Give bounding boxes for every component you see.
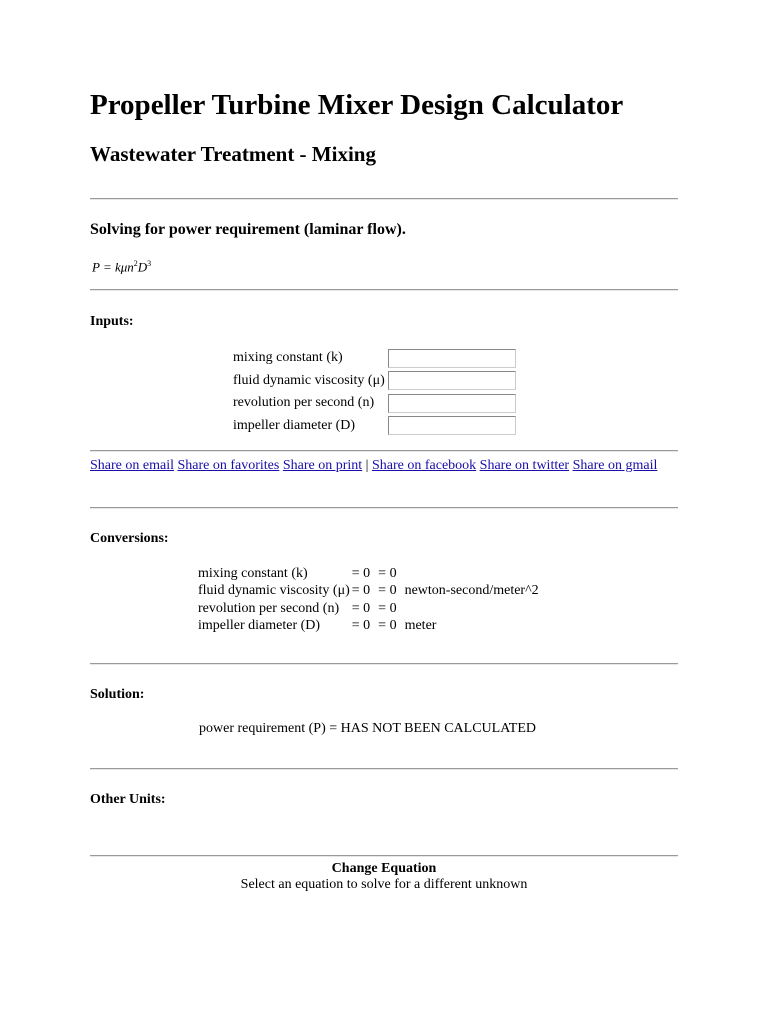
- input-row-diameter: [233, 415, 516, 438]
- formula-exponent-1: 2: [133, 259, 138, 268]
- conversion-label: impeller diameter (D): [198, 618, 321, 634]
- share-email-link[interactable]: Share on email: [90, 458, 174, 473]
- input-label: fluid dynamic viscosity (μ): [233, 372, 385, 388]
- conversions-heading: Conversions:: [90, 531, 169, 546]
- conversion-value: = 0: [378, 565, 397, 581]
- conversions-table: [198, 565, 539, 635]
- conversion-unit: meter: [404, 618, 437, 634]
- share-separator: |: [365, 458, 369, 473]
- share-print-link[interactable]: Share on print: [282, 458, 363, 473]
- conversion-row: [198, 618, 539, 636]
- share-facebook-link[interactable]: Share on facebook: [371, 458, 477, 473]
- conversion-row: [198, 600, 539, 618]
- formula-exponent-2: 3: [147, 259, 152, 268]
- other-units-heading: Other Units:: [90, 792, 166, 807]
- conversion-unit: newton-second/meter^2: [404, 583, 539, 599]
- formula-part-1: P = kμn: [92, 259, 134, 275]
- divider: [90, 450, 678, 452]
- change-equation-subtext: Select an equation to solve for a different unknown: [240, 877, 528, 892]
- viscosity-input[interactable]: [388, 371, 516, 390]
- input-label: mixing constant (k): [233, 350, 343, 366]
- page-title: Propeller Turbine Mixer Design Calculator: [90, 89, 624, 121]
- diameter-input[interactable]: [388, 416, 516, 435]
- share-gmail-link[interactable]: Share on gmail: [572, 458, 658, 473]
- conversion-row: [198, 565, 539, 583]
- conversion-unit: [405, 565, 539, 583]
- share-favorites-link[interactable]: Share on favorites: [177, 458, 280, 473]
- equation-formula: [92, 259, 151, 275]
- conversion-label: revolution per second (n): [198, 600, 340, 616]
- share-twitter-link[interactable]: Share on twitter: [479, 458, 570, 473]
- conversion-value: = 0: [378, 600, 397, 616]
- revolution-input[interactable]: [388, 394, 516, 413]
- change-equation-heading: Change Equation: [331, 861, 437, 876]
- conversion-value: = 0: [378, 618, 397, 634]
- divider: [90, 289, 678, 291]
- conversion-value: = 0: [351, 600, 371, 616]
- mixing-constant-input[interactable]: [388, 349, 516, 368]
- solution-result: power requirement (P) = HAS NOT BEEN CALCULATED: [199, 721, 536, 736]
- conversion-value: = 0: [351, 565, 371, 581]
- conversion-row: [198, 583, 539, 601]
- conversion-value: = 0: [351, 618, 371, 634]
- inputs-table: [233, 347, 516, 437]
- input-row-revolution: [233, 392, 516, 415]
- divider: [90, 198, 678, 200]
- page-subtitle: Wastewater Treatment - Mixing: [90, 142, 376, 166]
- divider: [90, 663, 678, 665]
- solution-heading: Solution:: [90, 687, 145, 702]
- conversion-label: mixing constant (k): [198, 565, 308, 581]
- conversion-unit: [405, 600, 539, 618]
- inputs-heading: Inputs:: [90, 314, 134, 329]
- input-label: revolution per second (n): [233, 395, 375, 411]
- divider: [90, 507, 678, 509]
- formula-part-2: D: [137, 259, 148, 275]
- share-links: [90, 457, 678, 475]
- input-label: impeller diameter (D): [233, 417, 356, 433]
- input-row-mixing-constant: [233, 347, 516, 370]
- conversion-label: fluid dynamic viscosity (μ): [198, 583, 350, 599]
- input-row-viscosity: [233, 370, 516, 393]
- solving-for-text: Solving for power requirement (laminar flow).: [90, 221, 406, 238]
- divider: [90, 768, 678, 770]
- conversion-value: = 0: [351, 583, 371, 599]
- conversion-value: = 0: [378, 583, 397, 599]
- divider: [90, 855, 678, 857]
